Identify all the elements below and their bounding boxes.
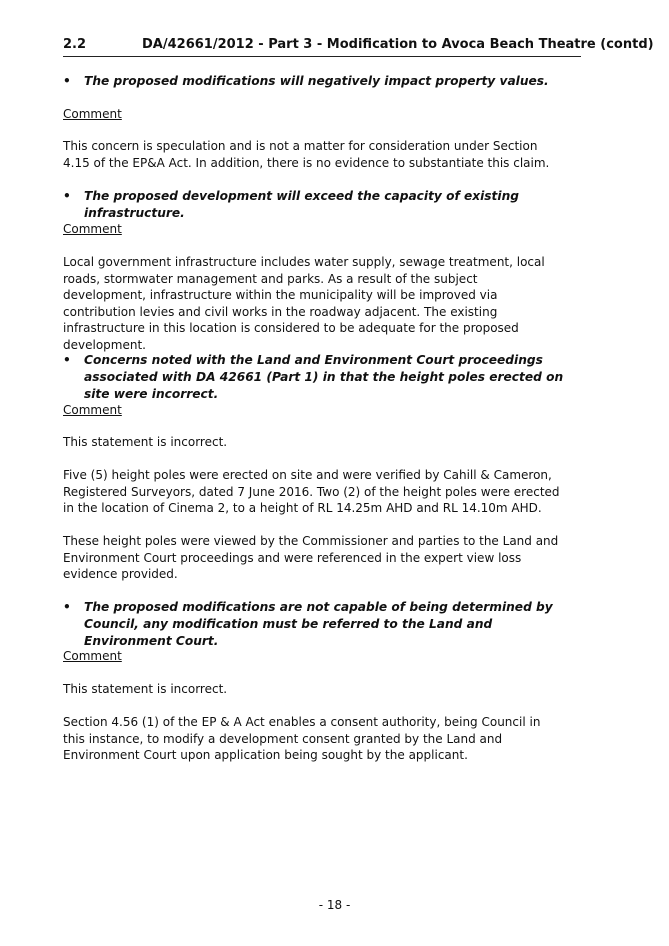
- bullet-dot-icon: •: [63, 600, 71, 614]
- bullet-item: [63, 352, 563, 403]
- paragraph: This statement is incorrect.: [63, 682, 228, 696]
- paragraph: This statement is incorrect.: [63, 435, 228, 449]
- paragraph: Section 4.56 (1) of the EP & A Act enables a consent authority, being Council in this instance, to modify a development consent granted by the Land and Environment Court upon application being sought by the applicant.: [63, 715, 541, 762]
- bullet-text: Concerns noted with the Land and Environment Court proceedings associated with DA 42661 (Part 1) in that the height poles erected on site were incorrect.: [84, 353, 564, 401]
- paragraph: Local government infrastructure includes water supply, sewage treatment, local roads, stormwater management and parks. As a result of the subject development, infrastructure within the municipality will be improved via contribution levies and civil works in the roadway adjacent. The existing infrastructure in this location is considered to be adequate for the proposed development.: [63, 255, 545, 352]
- bullet-item: [63, 73, 563, 90]
- bullet-item: [63, 188, 563, 222]
- paragraph: This concern is speculation and is not a matter for consideration under Section 4.15 of the EP&A Act. In addition, there is no evidence to substantiate this claim.: [63, 139, 550, 170]
- header-title: DA/42661/2012 - Part 3 - Modification to Avoca Beach Theatre (contd): [142, 37, 654, 52]
- comment-heading: Comment: [63, 649, 122, 663]
- page-header: [63, 36, 654, 57]
- bullet-text: The proposed modifications will negatively impact property values.: [84, 74, 549, 88]
- bullet-dot-icon: •: [63, 189, 71, 203]
- bullet-text: The proposed development will exceed the capacity of existing infrastructure.: [84, 189, 519, 220]
- comment-heading: Comment: [63, 403, 122, 417]
- page-number: - 18 -: [318, 898, 351, 912]
- paragraph: Five (5) height poles were erected on site and were verified by Cahill & Cameron, Registered Surveyors, dated 7 June 2016. Two (2) of the height poles were erected in the location of Cinema 2, to a height of RL 14.25m AHD and RL 14.10m AHD.: [63, 468, 560, 515]
- comment-heading: Comment: [63, 222, 122, 236]
- comment-heading: Comment: [63, 107, 122, 121]
- paragraph: These height poles were viewed by the Commissioner and parties to the Land and Environment Court proceedings and were referenced in the expert view loss evidence provided.: [63, 534, 559, 581]
- section-number: 2.2: [63, 37, 87, 52]
- bullet-dot-icon: •: [63, 353, 71, 367]
- bullet-item: [63, 599, 563, 650]
- bullet-dot-icon: •: [63, 74, 71, 88]
- bullet-text: The proposed modifications are not capable of being determined by Council, any modification must be referred to the Land and Environment Court.: [84, 600, 553, 648]
